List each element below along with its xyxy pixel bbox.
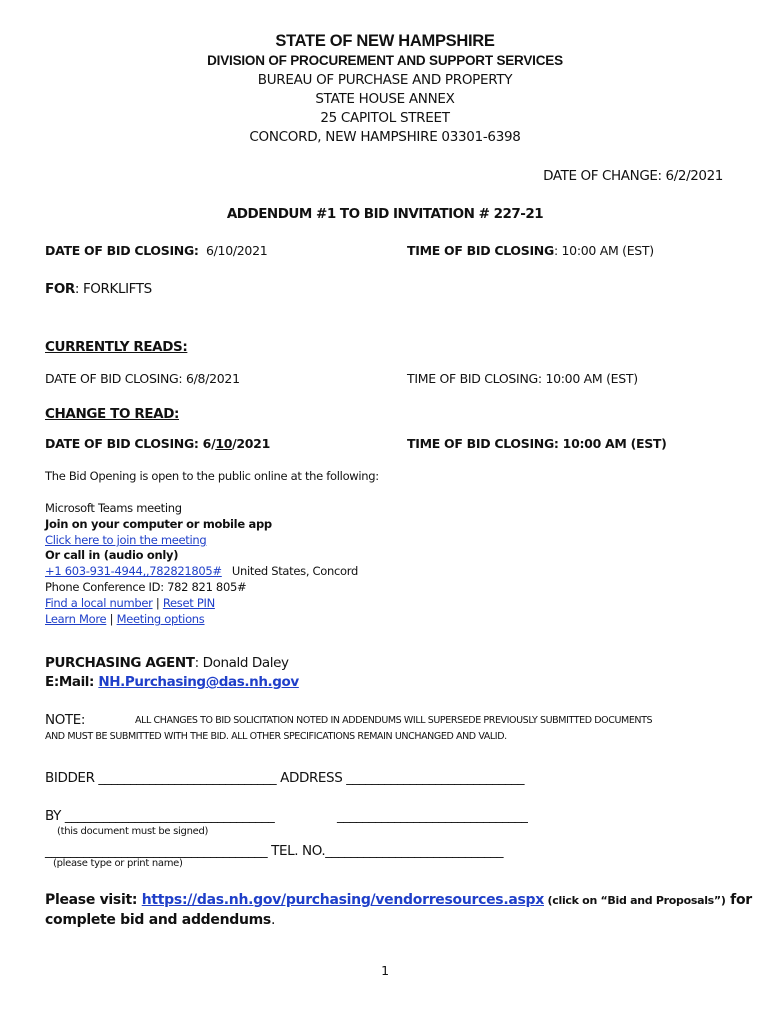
city-line: CONCORD, NEW HAMPSHIRE 03301-6398 bbox=[249, 129, 521, 145]
agent-email-row bbox=[45, 674, 299, 690]
addendum-title: ADDENDUM #1 TO BID INVITATION # 227-21 bbox=[226, 206, 544, 222]
click-note: (click on “Bid and Proposals”) bbox=[544, 894, 726, 907]
bid-closing-date-label: DATE OF BID CLOSING: bbox=[45, 243, 199, 258]
find-local-number-link[interactable]: Find a local number bbox=[45, 596, 153, 610]
teams-phone-row bbox=[45, 564, 358, 578]
page-number: 1 bbox=[381, 963, 389, 978]
visit-label: Please visit: bbox=[45, 892, 142, 908]
footer-line2-text: complete bid and addendums bbox=[45, 912, 271, 928]
teams-join-label: Join on your computer or mobile app bbox=[45, 517, 272, 531]
by-line: BY _________________________________ bbox=[45, 808, 275, 824]
purchasing-agent bbox=[45, 655, 289, 671]
note-line1: ALL CHANGES TO BID SOLICITATION NOTED IN ADDENDUMS WILL SUPERSEDE PREVIOUSLY SUBMITTED DOCUMENTS bbox=[135, 715, 653, 726]
change-date-label: DATE OF BID CLOSING: 6/ bbox=[45, 436, 216, 451]
separator: | bbox=[155, 596, 160, 610]
teams-local-row bbox=[45, 596, 215, 610]
footer-line2 bbox=[45, 912, 275, 928]
building-line: STATE HOUSE ANNEX bbox=[315, 91, 455, 107]
state-title: STATE OF NEW HAMPSHIRE bbox=[275, 32, 495, 50]
join-meeting-link[interactable]: Click here to join the meeting bbox=[45, 533, 207, 547]
currently-reads-time: TIME OF BID CLOSING: 10:00 AM (EST) bbox=[407, 371, 638, 386]
teams-title: Microsoft Teams meeting bbox=[45, 501, 182, 515]
change-to-read-time: TIME OF BID CLOSING: 10:00 AM (EST) bbox=[407, 436, 667, 451]
bid-closing-time-label: TIME OF BID CLOSING bbox=[407, 243, 554, 258]
agent-name: : Donald Daley bbox=[194, 655, 289, 671]
change-date-day: 10 bbox=[215, 436, 233, 451]
bid-closing-date bbox=[45, 243, 267, 258]
signed-note: (this document must be signed) bbox=[57, 826, 209, 837]
email-label: E:Mail bbox=[45, 674, 90, 690]
conference-id: Phone Conference ID: 782 821 805# bbox=[45, 580, 247, 594]
agent-label: PURCHASING AGENT bbox=[45, 655, 195, 671]
note-line2: AND MUST BE SUBMITTED WITH THE BID. ALL OTHER SPECIFICATIONS REMAIN UNCHANGED AND VALID. bbox=[45, 731, 507, 742]
currently-reads-date: DATE OF BID CLOSING: 6/8/2021 bbox=[45, 371, 240, 386]
bid-closing-time bbox=[407, 243, 654, 258]
currently-reads-heading: CURRENTLY READS: bbox=[45, 339, 188, 355]
for-word: for bbox=[725, 892, 752, 908]
bidder-address-line: BIDDER ____________________________ ADDRESS ____________________________ bbox=[45, 770, 525, 786]
email-link[interactable]: NH.Purchasing@das.nh.gov bbox=[98, 674, 299, 690]
teams-join-link-row bbox=[45, 533, 206, 547]
learn-more-link[interactable]: Learn More bbox=[45, 612, 107, 626]
bid-opening-text: The Bid Opening is open to the public online at the following: bbox=[45, 469, 379, 483]
tel-line: ___________________________________ TEL. NO.____________________________ bbox=[45, 843, 504, 859]
change-date-year: /2021 bbox=[232, 436, 270, 451]
bid-closing-time-value: : 10:00 AM (EST) bbox=[553, 243, 654, 258]
email-colon: : bbox=[89, 674, 99, 690]
change-to-read-date bbox=[45, 436, 270, 451]
for-label: FOR bbox=[45, 281, 75, 297]
division-title: DIVISION OF PROCUREMENT AND SUPPORT SERVICES bbox=[207, 53, 563, 68]
reset-pin-link[interactable]: Reset PIN bbox=[162, 596, 215, 610]
for-value: : FORKLIFTS bbox=[74, 281, 152, 297]
bureau-line: BUREAU OF PURCHASE AND PROPERTY bbox=[257, 72, 513, 88]
visit-row bbox=[45, 892, 752, 908]
for-line bbox=[45, 281, 152, 297]
by-line-secondary: ______________________________ bbox=[337, 808, 528, 824]
note-label: NOTE: bbox=[45, 712, 86, 728]
vendor-resources-link[interactable]: https://das.nh.gov/purchasing/vendorresources.aspx bbox=[141, 892, 544, 908]
phone-location: United States, Concord bbox=[231, 564, 358, 578]
separator: | bbox=[109, 612, 114, 626]
bid-closing-date-value: 6/10/2021 bbox=[205, 243, 268, 258]
phone-number-link[interactable]: +1 603-931-4944,,782821805# bbox=[45, 564, 222, 578]
teams-call-label: Or call in (audio only) bbox=[45, 548, 179, 562]
teams-learn-row bbox=[45, 612, 205, 626]
meeting-options-link[interactable]: Meeting options bbox=[116, 612, 205, 626]
print-note: (please type or print name) bbox=[53, 858, 183, 869]
date-of-change: DATE OF CHANGE: 6/2/2021 bbox=[543, 168, 723, 184]
change-to-read-heading: CHANGE TO READ: bbox=[45, 406, 180, 422]
street-line: 25 CAPITOL STREET bbox=[320, 110, 450, 126]
footer-line2-end: . bbox=[270, 912, 276, 928]
